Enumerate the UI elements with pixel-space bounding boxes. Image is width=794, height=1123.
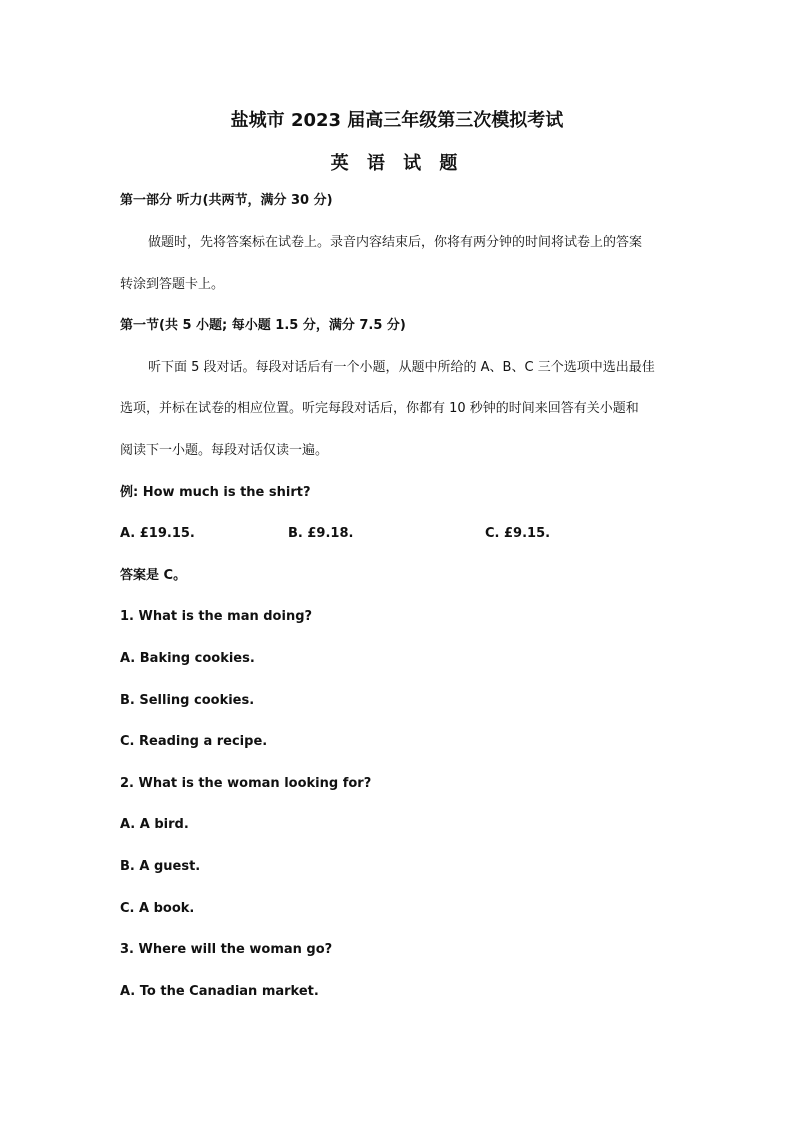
example-question: 例: How much is the shirt? [120, 485, 311, 500]
question-text: 2. What is the woman looking for? [120, 776, 372, 791]
exam-title: 盐城市 2023 届高三年级第三次模拟考试 [230, 110, 564, 131]
instruction-line: 听下面 5 段对话。每段对话后有一个小题，从题中所给的 A、B、C 三个选项中选出最佳 [148, 360, 655, 375]
option-c: C. Reading a recipe. [120, 734, 268, 749]
part-heading: 第一节(共 5 小题; 每小题 1.5 分，满分 7.5 分) [120, 318, 406, 333]
option-a: A. A bird. [120, 817, 189, 832]
option-a: A. To the Canadian market. [120, 984, 319, 999]
exam-subtitle: 英 语 试 题 [330, 153, 464, 174]
instruction-line: 转涂到答题卡上。 [120, 277, 225, 292]
instruction-line: 选项，并标在试卷的相应位置。听完每段对话后，你都有 10 秒钟的时间来回答有关小题和 [120, 401, 639, 416]
option-a: A. Baking cookies. [120, 651, 255, 666]
section-heading: 第一部分 听力(共两节，满分 30 分) [120, 193, 333, 208]
question-text: 3. Where will the woman go? [120, 942, 333, 957]
example-answer: 答案是 C。 [120, 568, 187, 583]
option-c: C. A book. [120, 901, 195, 916]
example-option-c: C. £9.15. [485, 526, 551, 541]
question-text: 1. What is the man doing? [120, 609, 313, 624]
option-b: B. Selling cookies. [120, 693, 255, 708]
example-option-b: B. £9.18. [288, 526, 354, 541]
instruction-line: 做题时，先将答案标在试卷上。录音内容结束后，你将有两分钟的时间将试卷上的答案 [148, 235, 643, 250]
example-option-a: A. £19.15. [120, 526, 195, 541]
instruction-line: 阅读下一小题。每段对话仅读一遍。 [120, 443, 329, 458]
option-b: B. A guest. [120, 859, 201, 874]
